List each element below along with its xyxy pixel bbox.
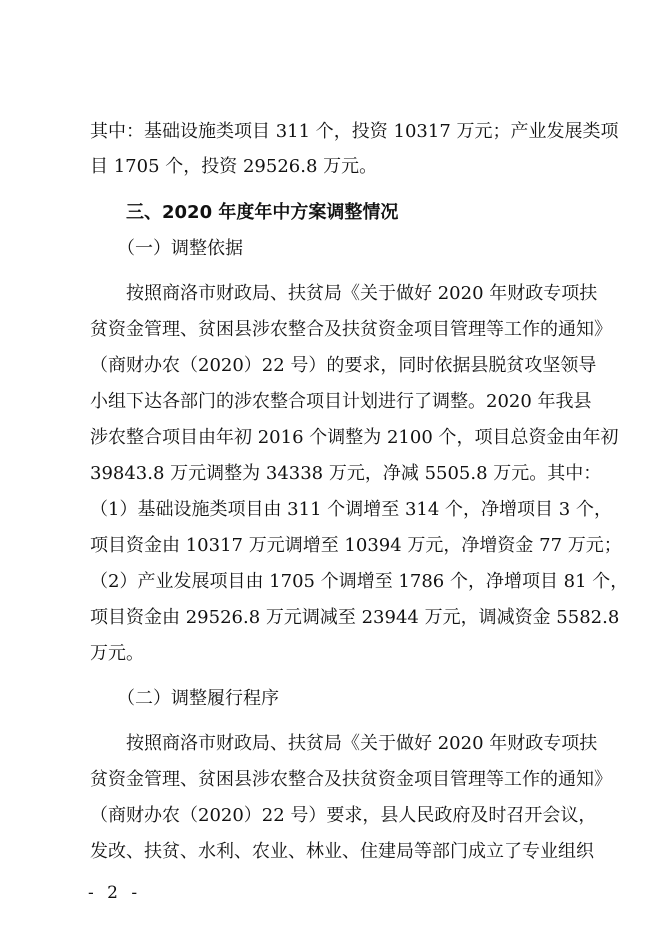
paragraph-line: （商财办农（2020）22 号）的要求，同时依据县脱贫攻坚领导 [90, 355, 597, 376]
paragraph-line: 发改、扶贫、水利、农业、林业、住建局等部门成立了专业组织 [90, 841, 594, 862]
page-number: - 2 - [88, 883, 142, 903]
paragraph-line: （商财办农（2020）22 号）要求，县人民政府及时召开会议， [90, 805, 597, 826]
paragraph-line: 其中：基础设施类项目 311 个，投资 10317 万元；产业发展类项 [90, 121, 619, 142]
subsection-heading: （二）调整履行程序 [90, 688, 279, 709]
paragraph-line: 贫资金管理、贫困县涉农整合及扶贫资金项目管理等工作的通知》 [90, 319, 612, 340]
paragraph-line: 涉农整合项目由年初 2016 个调整为 2100 个，项目总资金由年初 [90, 427, 619, 448]
paragraph-line: 项目资金由 29526.8 万元调减至 23944 万元，调减资金 5582.8 [90, 607, 620, 628]
paragraph-line: 按照商洛市财政局、扶贫局《关于做好 2020 年财政专项扶 [90, 733, 598, 754]
paragraph-line: 万元。 [90, 643, 144, 664]
section-heading: 三、2020 年度年中方案调整情况 [90, 202, 399, 223]
paragraph-line: 项目资金由 10317 万元调增至 10394 万元，净增资金 77 万元； [90, 535, 622, 556]
paragraph-line: 目 1705 个，投资 29526.8 万元。 [90, 156, 378, 177]
paragraph-line: 小组下达各部门的涉农整合项目计划进行了调整。2020 年我县 [90, 391, 592, 412]
paragraph-line: 贫资金管理、贫困县涉农整合及扶贫资金项目管理等工作的通知》 [90, 769, 612, 790]
subsection-heading: （一）调整依据 [90, 238, 243, 259]
paragraph-line: （2）产业发展项目由 1705 个调增至 1786 个，净增项目 81 个， [90, 571, 629, 592]
paragraph-line: 39843.8 万元调整为 34338 万元，净减 5505.8 万元。其中： [90, 463, 602, 484]
paragraph-line: 按照商洛市财政局、扶贫局《关于做好 2020 年财政专项扶 [90, 283, 598, 304]
paragraph-line: （1）基础设施类项目由 311 个调增至 314 个，净增项目 3 个， [90, 499, 612, 520]
